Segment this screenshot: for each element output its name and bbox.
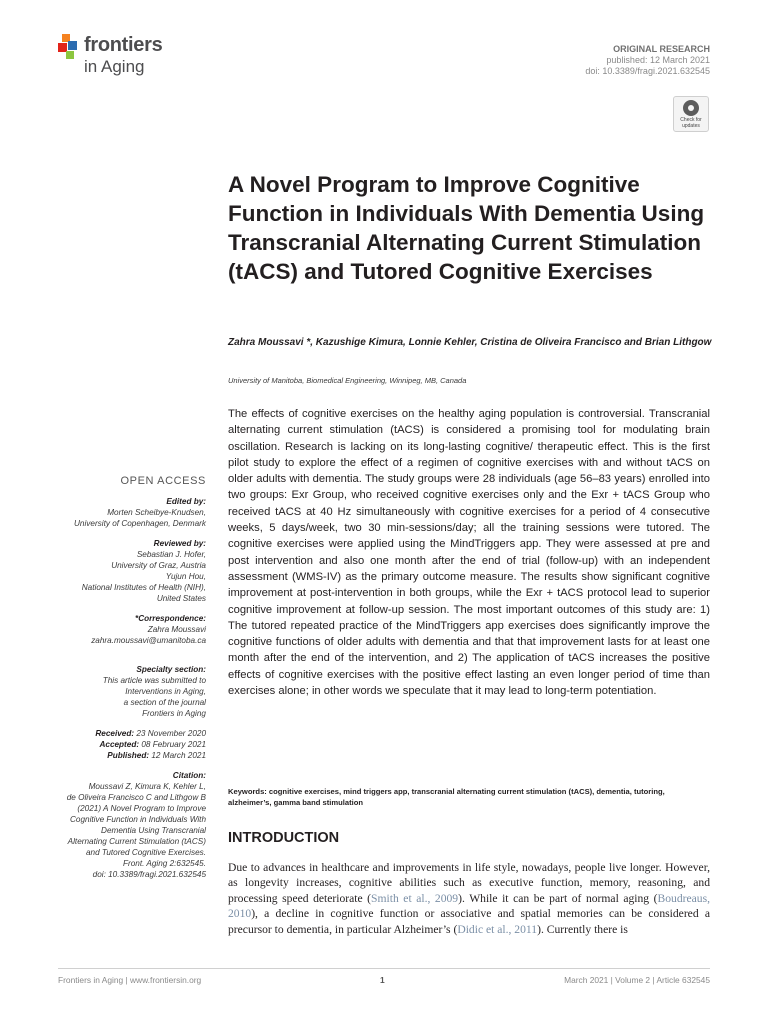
affiliation: University of Manitoba, Biomedical Engineering, Winnipeg, MB, Canada	[228, 376, 467, 385]
reviewer-line: United States	[156, 594, 206, 603]
journal-logo[interactable]	[58, 34, 218, 80]
article-sidebar	[40, 476, 206, 880]
citation-line: de Oliveira Francisco C and Lithgow B	[66, 793, 206, 802]
journal-name-line1: frontiers	[84, 34, 163, 56]
edited-by-label: Edited by:	[166, 497, 206, 506]
footer-journal-link[interactable]: Frontiers in Aging | www.frontiersin.org	[58, 975, 202, 985]
footer-divider	[58, 968, 710, 969]
intro-text-2: ). While it can be part of normal aging (	[458, 891, 658, 905]
check-for-updates-button[interactable]	[673, 96, 709, 132]
section-heading-introduction: INTRODUCTION	[228, 830, 340, 846]
article-doi[interactable]: doi: 10.3389/fragi.2021.632545	[585, 66, 710, 76]
abstract: The effects of cognitive exercises on the healthy aging population is controversial. Transcranial alternating current stimulation (tACS) is considered a promising tool for modulating brain oscillation. Research is lacking on its long-lasting cognitive/ therapeutic effect. This is the first pilot study to explore the effect of a regimen of cognitive exercises with and without tACS on older adults with dementia. The study groups were 28 individuals (age 56–83 years) enrolled into two groups: Exr Group, who received cognitive exercises only and the Exr + tACS Group who received tACS at 40 Hz simultaneously with cognitive exercises for a period of 4 consecutive weeks, 5 days/week, two 30 min-sessions/day; all the training sessions were tutored. The cognitive exercises were applied using the MindTriggers app. They were assessed at pre and post intervention and also one month after the end of trial (follow-up) with an independent assessment (WMS-IV) as the primary outcome measure. The results show significant cognitive improvement at post-intervention in both groups, while the Exr + tACS protocol lead to superior cognitive improvement at follow-up session. The most important outcomes of this study are: 1) The tutored repeated practice of the MindTriggers app exercises does significantly improve the cognitive functions of older adults with dementia and that that improvement lasts for at least one month after the end of the intervention, and 2) The application of tACS increases the positive effects of cognitive exercises with the positive effect lasting an even longer period of time than exercises alone; in other words we speculate that it may lead to long-term potentiation.	[228, 408, 710, 698]
page-number: 1	[380, 975, 385, 985]
intro-paragraph	[228, 860, 710, 937]
reviewed-by-label: Reviewed by:	[153, 539, 206, 548]
intro-text-1: Due to advances in healthcare and improvements in life style, nowadays, people live longer. However, as longevity increases, cognitive abilities such as executive function, memory, reasoning, and processing speed deteriorate (	[228, 861, 710, 905]
accepted-date: Accepted: 08 February 2021	[99, 740, 206, 749]
published-date-sidebar: Published: 12 March 2021	[107, 751, 206, 760]
badge-line2: updates	[682, 123, 700, 129]
article-type: ORIGINAL RESEARCH	[613, 44, 710, 54]
article-title: A Novel Program to Improve Cognitive Function in Individuals With Dementia Using Transcranial Alternating Current Stimulation (tACS) and Tutored Cognitive Exercises	[228, 172, 705, 284]
reviewer-line: Yujun Hou,	[165, 572, 206, 581]
keywords: Keywords: cognitive exercises, mind triggers app, transcranial alternating current stimulation (tACS), dementia, tutoring, alzheimer’s, gamma band stimulation	[228, 787, 665, 807]
specialty-section-label: Specialty section:	[136, 665, 206, 674]
citation-line: Front. Aging 2:632545.	[123, 859, 206, 868]
specialty-line: Frontiers in Aging	[142, 709, 206, 718]
intro-text-4: ). Currently there is	[537, 922, 628, 936]
specialty-line: This article was submitted to	[102, 676, 206, 685]
editor-line: Morten Scheibye-Knudsen,	[107, 508, 206, 517]
reviewer-line: Sebastian J. Hofer,	[136, 550, 206, 559]
reviewer-line: National Institutes of Health (NIH),	[81, 583, 206, 592]
badge-line1: Check for	[680, 117, 702, 123]
received-date: Received: 23 November 2020	[95, 729, 206, 738]
citation-line: Moussavi Z, Kimura K, Kehler L,	[88, 782, 206, 791]
correspondence-email[interactable]: zahra.moussavi@umanitoba.ca	[91, 636, 206, 645]
citation-label: Citation:	[172, 771, 206, 780]
correspondence-name: Zahra Moussavi	[147, 625, 206, 634]
author-list: Zahra Moussavi *, Kazushige Kimura, Lonnie Kehler, Cristina de Oliveira Francisco and Brian Lithgow	[228, 337, 712, 348]
editor-line: University of Copenhagen, Denmark	[74, 519, 206, 528]
citation-link[interactable]: Boudreaus, 2010	[228, 891, 710, 921]
correspondence-label: *Correspondence:	[135, 614, 206, 623]
specialty-line: a section of the journal	[123, 698, 206, 707]
published-date: published: 12 March 2021	[606, 55, 710, 65]
citation-doi[interactable]: doi: 10.3389/fragi.2021.632545	[92, 870, 206, 879]
citation-link[interactable]: Smith et al., 2009	[371, 891, 459, 905]
specialty-line: Interventions in Aging,	[125, 687, 206, 696]
check-updates-icon	[683, 100, 699, 116]
citation-line: Alternating Current Stimulation (tACS)	[67, 837, 206, 846]
open-access-label: OPEN ACCESS	[120, 475, 206, 487]
citation-link[interactable]: Didic et al., 2011	[457, 922, 538, 936]
footer-issue-info: March 2021 | Volume 2 | Article 632545	[564, 975, 710, 985]
citation-line: and Tutored Cognitive Exercises.	[86, 848, 206, 857]
citation-line: Dementia Using Transcranial	[101, 826, 206, 835]
intro-text-3: ), a decline in cognitive function or associative and spatial memories can be considered a precursor to dementia, in particular Alzheimer’s (	[228, 907, 710, 936]
frontiers-logo-icon	[58, 34, 82, 60]
journal-name-line2: in Aging	[84, 57, 145, 76]
reviewer-line: University of Graz, Austria	[111, 561, 206, 570]
citation-line: (2021) A Novel Program to Improve	[77, 804, 206, 813]
article-meta	[585, 44, 710, 77]
citation-line: Cognitive Function in Individuals With	[70, 815, 206, 824]
